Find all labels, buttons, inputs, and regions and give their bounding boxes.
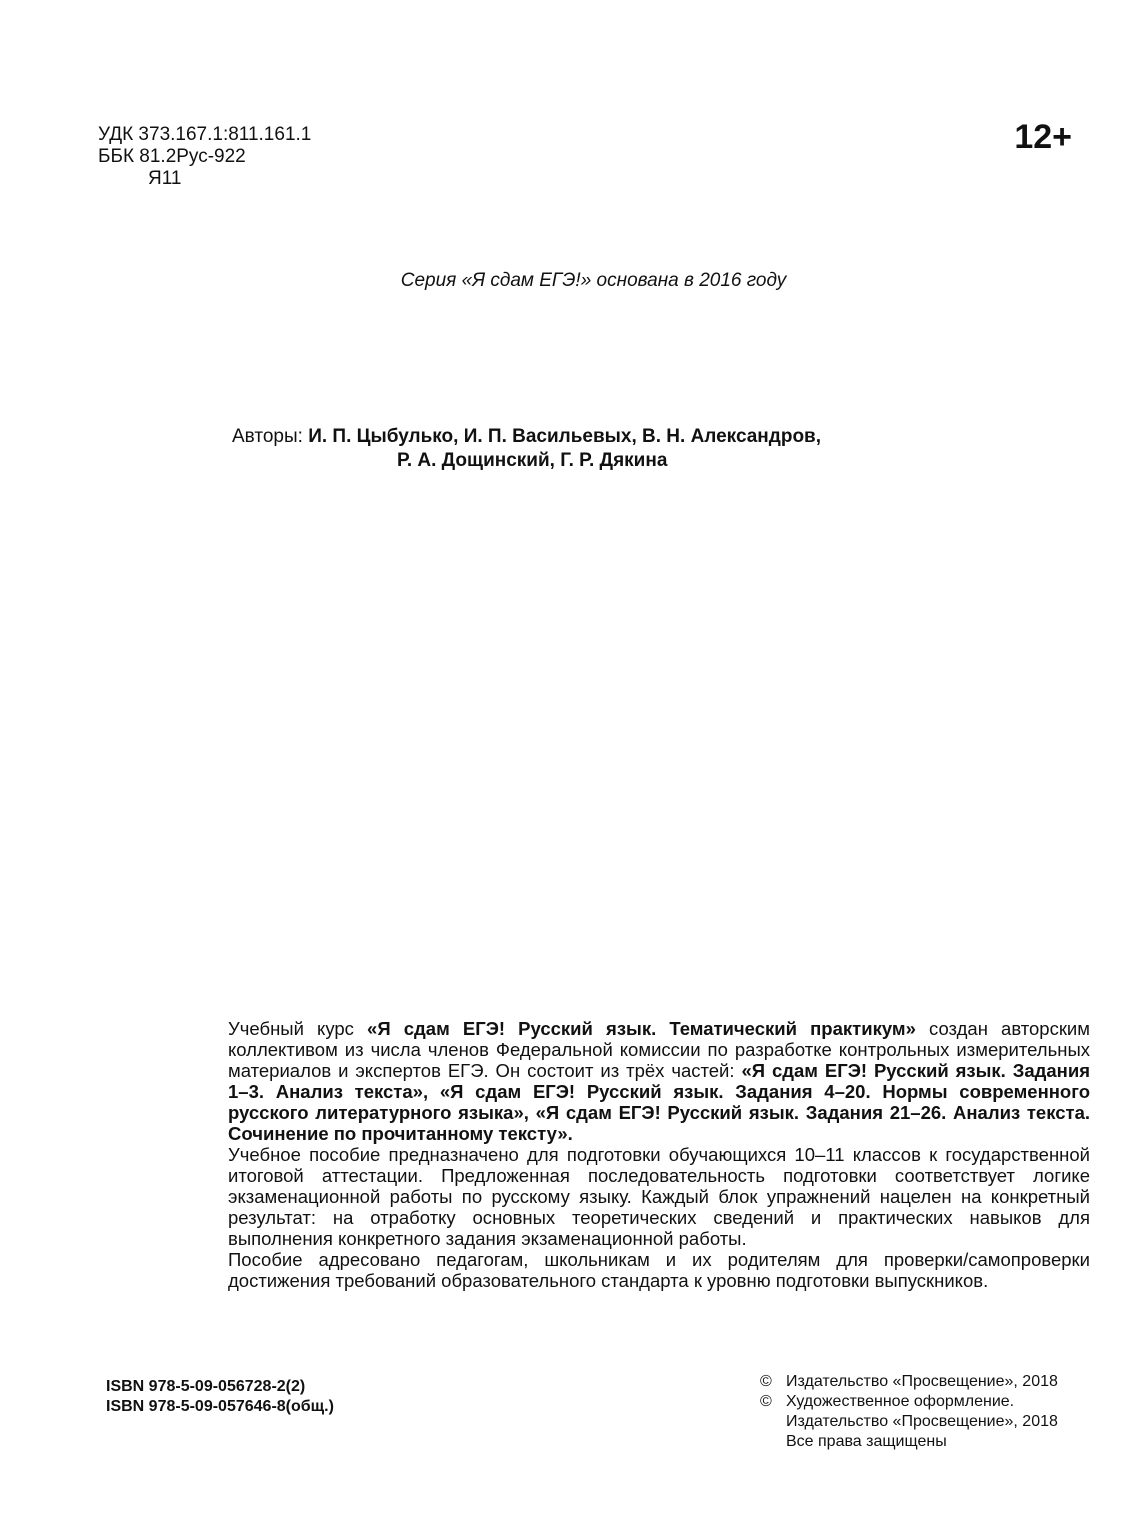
copyright-icon: ©	[760, 1373, 772, 1390]
authors-label: Авторы:	[232, 426, 303, 447]
bbk-code: ББК 81.2Рус-922	[98, 146, 246, 167]
copyright-line-3: Издательство «Просвещение», 2018	[786, 1413, 1058, 1430]
course-title: «Я сдам ЕГЭ! Русский язык. Тематический практикум»	[367, 1018, 916, 1039]
copyright-icon: ©	[760, 1393, 772, 1410]
classification-block	[98, 124, 311, 190]
isbn-line-2: ISBN 978-5-09-057646-8(общ.)	[106, 1398, 334, 1415]
description-block	[228, 1018, 1090, 1291]
author-mark: Я11	[148, 168, 182, 189]
copyright-line-4: Все права защищены	[786, 1433, 947, 1450]
isbn-block	[106, 1377, 334, 1417]
copyright-line-1: Издательство «Просвещение», 2018	[786, 1373, 1058, 1390]
series-note: Серия «Я сдам ЕГЭ!» основана в 2016 году	[400, 270, 787, 291]
course-parts: «Я сдам ЕГЭ! Русский язык. Задания 1–3. Анализ текста», «Я сдам ЕГЭ! Русский язык. Задания 4–20. Нормы современного русского литературного языка», «Я сдам ЕГЭ! Русский язык. Задания 21–26. Анализ текста. Сочинение по прочитанному тексту».	[228, 1060, 1090, 1144]
authors-block	[232, 425, 821, 473]
description-paragraph-2: Учебное пособие предназначено для подготовки обучающихся 10–11 классов к государственной итоговой аттестации. Предложенная последовательность подготовки соответствует логике экзаменационной работы по русскому языку. Каждый блок упражнений нацелен на конкретный результат: на отработку основных теоретических сведений и практических навыков для выполнения конкретного задания экзаменационной работы.	[228, 1144, 1090, 1249]
copyright-line-2: Художественное оформление.	[786, 1393, 1015, 1410]
course-origin: создан авторским коллективом из числа членов Федеральной комиссии по разработке контрольных измерительных материалов и экспертов ЕГЭ. Он состоит из трёх частей:	[228, 1018, 1090, 1081]
description-paragraph-3: Пособие адресовано педагогам, школьникам и их родителям для проверки/самопроверки достижения требований образовательного стандарта к уровню подготовки выпускников.	[228, 1249, 1090, 1291]
copyright-block	[760, 1372, 1058, 1452]
age-rating: 12+	[1014, 118, 1072, 156]
description-paragraph-1	[228, 1018, 1090, 1144]
course-intro: Учебный курс	[228, 1018, 368, 1039]
udk-code: УДК 373.167.1:811.161.1	[98, 124, 312, 145]
authors-line-2: Р. А. Дощинский, Г. Р. Дякина	[397, 450, 668, 471]
isbn-line-1: ISBN 978-5-09-056728-2(2)	[106, 1378, 306, 1395]
authors-line-1: И. П. Цыбулько, И. П. Васильевых, В. Н. Александров,	[308, 426, 822, 447]
